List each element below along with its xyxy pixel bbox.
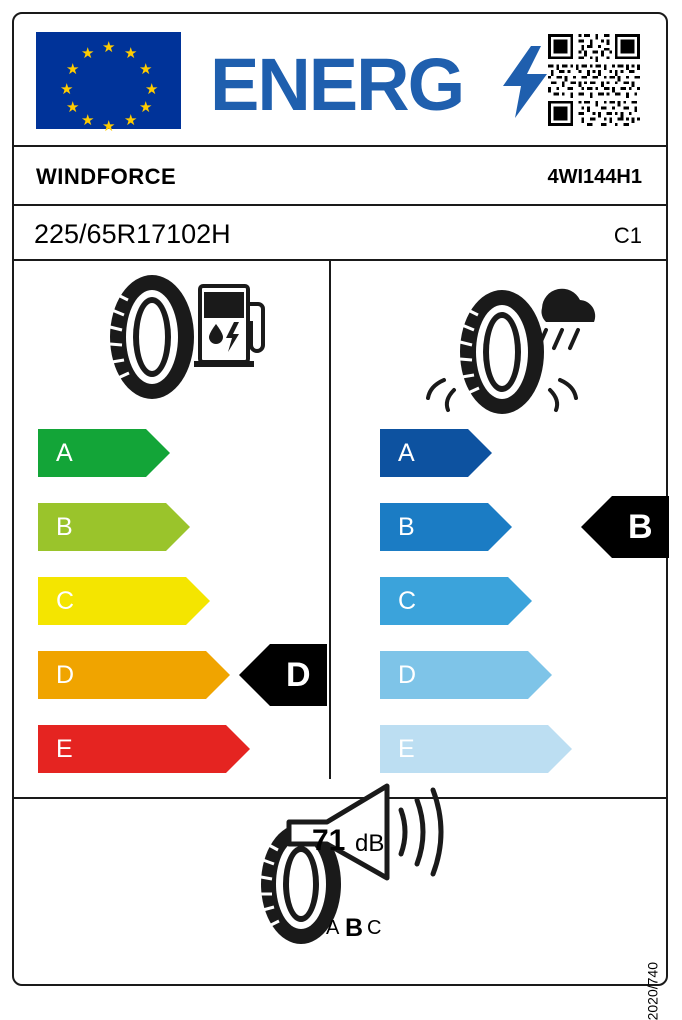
energy-wordmark: ENERG [210,43,464,126]
energy-label-card [12,12,668,1020]
wet-grade-A [380,429,468,477]
wet-grip-pictogram [414,272,614,432]
fuel-grade-E-label: E [56,734,73,763]
divider-2 [14,204,666,206]
divider-vertical [329,259,331,779]
noise-pictogram [229,784,449,969]
type-code: 4WI144H1 [547,166,642,188]
eu-flag-icon: ★ ★ ★ ★ ★ ★ ★ ★ ★ ★ ★ ★ [36,32,181,129]
fuel-grade-C-label: C [56,586,75,615]
wet-result-label: B [612,496,669,558]
wet-grade-B-label: B [398,512,415,541]
wet-result-arrow [612,496,669,558]
lightning-bolt-icon [501,46,549,118]
divider-3 [14,259,666,261]
noise-class-B: B [345,914,364,942]
tyre-size: 225/65R17102H [34,219,231,249]
fuel-grade-A [38,429,146,477]
fuel-grade-C [38,577,186,625]
fuel-efficiency-pictogram [94,272,274,402]
noise-unit: dB [355,830,385,857]
label-header [14,14,666,144]
fuel-result-arrow [270,644,327,706]
fuel-grade-D-label: D [56,660,75,689]
wet-grade-A-label: A [398,438,415,467]
fuel-grade-B [38,503,166,551]
fuel-grade-D [38,651,206,699]
fuel-grade-B-label: B [56,512,73,541]
wet-grade-C-label: C [398,586,417,615]
noise-section [14,774,666,984]
noise-class-A: A [326,917,340,939]
divider-1 [14,145,666,147]
regulation-reference: 2020/740 [644,962,660,1020]
wet-grade-E [380,725,548,773]
qr-code-icon [548,34,640,126]
fuel-grade-A-label: A [56,438,73,467]
noise-value: 71 [312,824,346,857]
tyre-class: C1 [613,223,642,248]
manufacturer-name: WINDFORCE [36,164,177,189]
wet-grade-C [380,577,508,625]
wet-grade-D [380,651,528,699]
wet-grade-B [380,503,488,551]
wet-grade-D-label: D [398,660,417,689]
fuel-grade-E [38,725,226,773]
fuel-result-label: D [270,644,327,706]
wet-grade-E-label: E [398,734,415,763]
noise-class-C: C [367,917,382,939]
